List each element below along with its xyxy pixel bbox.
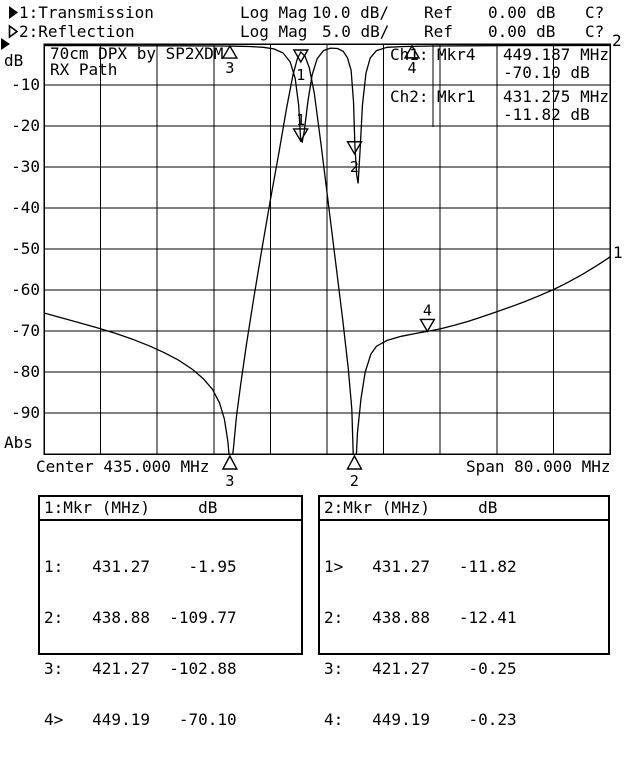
marker-3-triangle-icon: [223, 46, 237, 58]
marker-1-label: 1: [296, 65, 306, 84]
y-axis-unit: dB: [4, 51, 24, 70]
readout-ch1-mkr: Mkr4: [437, 45, 476, 64]
trace2-scale: 5.0 dB/: [322, 22, 390, 41]
table-row: 3: 421.27 -0.25: [324, 659, 517, 678]
marker-table-ch2-header: 2:Mkr (MHz) dB: [320, 497, 608, 521]
marker-4-label: 4: [407, 58, 417, 77]
table-row: 1> 431.27 -11.82: [324, 557, 517, 576]
readout-ch2-mkr: Mkr1: [437, 87, 476, 106]
readout-ch1-freq: 449.187 MHz: [503, 45, 609, 64]
trace2-ref-value: 0.00 dB: [488, 22, 556, 41]
trace1-label: 1:Transmission: [19, 3, 154, 22]
readout-ch2-level: -11.82 dB: [503, 105, 590, 124]
y-tick--10: -10: [11, 75, 40, 94]
trace2-cal-flag: C?: [585, 22, 605, 41]
readout-ch1-level: -70.10 dB: [503, 63, 590, 82]
trace1-scale: 10.0 dB/: [312, 3, 390, 22]
trace2-ref-label: Ref: [424, 22, 453, 41]
marker-table-ch2-rows: [320, 521, 608, 762]
marker-4-label: 4: [422, 301, 432, 320]
measurement-title: 70cm DPX by SP2XDM: [50, 44, 224, 63]
table-row: 3: 421.27 -102.88: [44, 659, 237, 678]
measurement-subtitle: RX Path: [50, 60, 118, 79]
y-tick--90: -90: [11, 403, 40, 422]
y-tick--40: -40: [11, 198, 40, 217]
readout-ch2-freq: 431.275 MHz: [503, 87, 609, 106]
trace2-label: 2:Reflection: [19, 22, 135, 41]
y-tick--20: -20: [11, 116, 40, 135]
marker-table-ch2: [318, 495, 610, 729]
center-frequency-label: Center 435.000 MHz: [36, 457, 210, 476]
marker-3-label: 3: [225, 472, 235, 490]
marker-table-ch1-rows: [40, 521, 301, 762]
marker-3-label: 3: [225, 59, 235, 78]
table-row: 4: 449.19 -0.23: [324, 710, 517, 729]
trace2-format: Log Mag: [240, 22, 308, 41]
y-tick--80: -80: [11, 362, 40, 381]
trace1-ref-label: Ref: [424, 3, 453, 22]
trace1-ref-value: 0.00 dB: [488, 3, 556, 22]
table-row: 4> 449.19 -70.10: [44, 710, 237, 729]
y-tick--60: -60: [11, 280, 40, 299]
y-tick--70: -70: [11, 321, 40, 340]
marker-2-triangle-icon: [347, 456, 361, 469]
readout-ch1: Ch1:: [390, 45, 429, 64]
y-tick--50: -50: [11, 239, 40, 258]
readout-ch2: Ch2:: [390, 87, 429, 106]
y-axis-abs-label: Abs: [4, 433, 33, 452]
y-tick--30: -30: [11, 157, 40, 176]
table-row: 2: 438.88 -109.77: [44, 608, 237, 627]
marker-4-triangle-icon: [420, 319, 434, 331]
ref-level-indicator-icon: [1, 38, 10, 50]
marker-2-label: 2: [349, 472, 359, 490]
trace1-id-label: 1: [613, 243, 623, 262]
trace1-cal-flag: C?: [585, 3, 605, 22]
span-label: Span 80.000 MHz: [466, 457, 611, 476]
marker-3-triangle-icon: [223, 456, 237, 469]
table-row: 2: 438.88 -12.41: [324, 608, 517, 627]
marker-1-label: 1: [296, 110, 306, 129]
trace2-id-label: 2: [612, 31, 622, 50]
marker-2-label: 2: [349, 157, 359, 176]
marker-table-ch1-header: 1:Mkr (MHz) dB: [40, 497, 301, 521]
trace1-format: Log Mag: [240, 3, 308, 22]
table-row: 1: 431.27 -1.95: [44, 557, 237, 576]
marker-table-ch1: [38, 495, 303, 729]
